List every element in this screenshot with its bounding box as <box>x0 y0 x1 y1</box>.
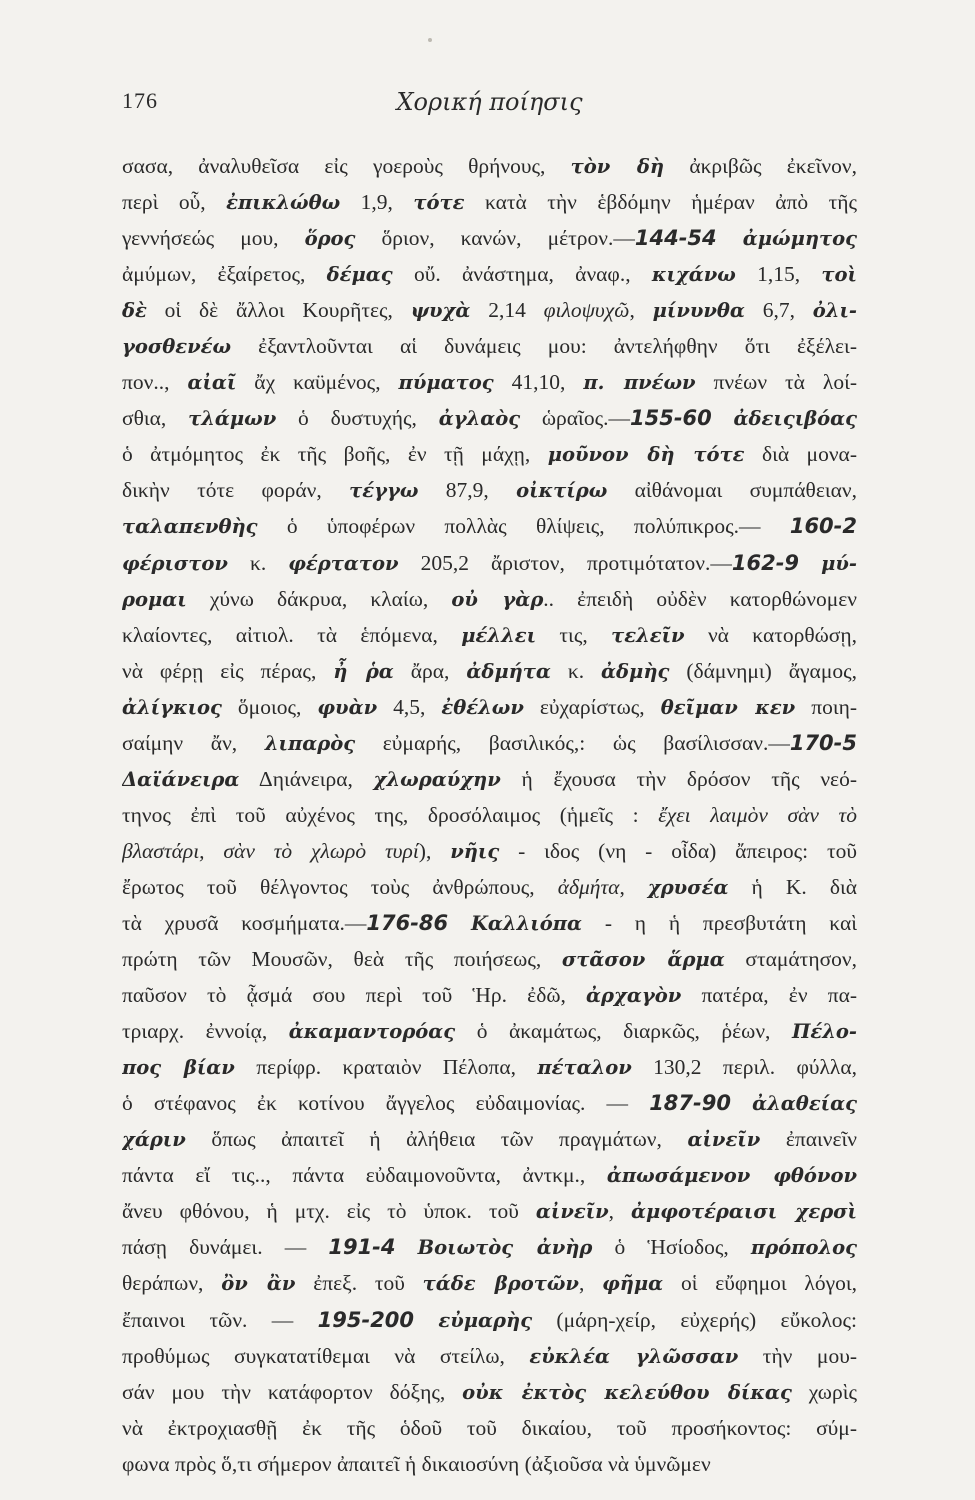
text-run: , <box>578 1271 603 1296</box>
text-line <box>122 1446 857 1482</box>
lemma: ταλαπενθὴς <box>122 515 258 539</box>
text-run: αἰθάνομαι συμπάθειαν, <box>607 478 857 503</box>
lemma: ἀμφοτέραισι χερσὶ <box>631 1200 857 1224</box>
text-line <box>122 220 857 256</box>
lemma: ἐπικλώθω <box>226 191 341 215</box>
text-line <box>122 1265 857 1301</box>
text-run: κλαίοντες, αἰτιολ. τὰ ἑπόμενα, <box>122 622 462 647</box>
text-run <box>414 1308 438 1332</box>
text-run: σασα, ἀναλυθεῖσα εἰς γοεροὺς θρήνους, <box>122 154 571 178</box>
text-run: τὰ χρυσᾶ κοσμήματα.— <box>122 910 367 935</box>
text-run: ὁ Ἡσίοδος, <box>592 1235 751 1260</box>
text-run: ἄνευ φθόνου, ἡ μτχ. εἰς τὸ ὑποκ. τοῦ <box>122 1199 536 1224</box>
verse-range: 176-86 <box>366 910 449 935</box>
lemma: θεῖμαν κεν <box>660 695 796 719</box>
page-header <box>122 88 857 124</box>
text-line <box>122 797 857 833</box>
text-run: νὰ κατορθώσῃ, <box>684 622 857 647</box>
text-run: περὶ οὗ, <box>122 190 227 215</box>
text-run: κατὰ τὴν ἑβδόμην ἡμέραν ἀπὸ τῆς <box>464 190 857 215</box>
lemma: τότε <box>413 191 465 215</box>
text-line <box>122 725 857 761</box>
lemma: πρόπολος <box>750 1236 857 1260</box>
text-run: 41,10, <box>493 370 584 395</box>
lemma: εὐκλέα γλῶσσαν <box>529 1344 739 1368</box>
lemma: τοὶ <box>821 263 857 287</box>
text-line <box>122 184 857 220</box>
text-run: οἱ εὔφημοι λόγοι, <box>663 1271 857 1296</box>
text-line <box>122 941 857 977</box>
text-run: ἐπαινεῖν <box>760 1127 857 1152</box>
text-run: νὰ φέρῃ εἰς πέρας, <box>122 658 334 683</box>
text-run: , <box>608 1199 632 1224</box>
text-run: πάντα εἴ τις.., πάντα εὐδαιμονοῦντα, ἀντκμ., <box>122 1163 607 1188</box>
text-run: 130,2 περιλ. φύλλα, <box>631 1055 857 1080</box>
lemma: ἀλίγκιος <box>122 695 222 719</box>
text-run: θεράπων, <box>122 1271 222 1296</box>
text-run: ὁ ἀκαμάτως, διαρκῶς, ῥέων, <box>455 1019 792 1044</box>
lemma: οὐκ ἐκτὸς κελεύθου δίκας <box>462 1380 792 1404</box>
lemma: ρομαι <box>122 587 187 611</box>
lemma: αἰαῖ <box>187 371 237 395</box>
text-run: ὡραῖος.— <box>520 406 630 431</box>
text-run: πνέων τὰ λοί- <box>695 370 857 395</box>
text-run: ἀμύμων, ἐξαίρετος, <box>122 262 327 287</box>
text-run: σαίμην ἄν, <box>122 730 265 755</box>
verse-range: 195-200 <box>317 1307 415 1332</box>
text-run: τις, <box>536 622 612 647</box>
page-number: 176 <box>122 88 158 113</box>
text-run: περίφρ. κραταιὸν Πέλοπα, <box>234 1055 538 1080</box>
lemma: τάδε βροτῶν <box>422 1272 579 1296</box>
text-line <box>122 1302 857 1338</box>
lemma: ἀπωσάμενον φθόνον <box>606 1164 857 1188</box>
text-line <box>122 364 857 400</box>
lemma: Καλλιόπα <box>470 911 582 935</box>
text-line <box>122 581 857 617</box>
lemma: ἀγλαὸς <box>438 407 521 431</box>
verse-range: 162-9 <box>731 550 800 575</box>
text-line <box>122 436 857 472</box>
text-line <box>122 472 857 508</box>
text-run: δικὴν τότε φοράν, <box>122 478 350 503</box>
text-run: ὅριον, κανών, μέτρον.— <box>355 226 635 251</box>
text-run <box>717 226 743 250</box>
text-run: ὁ δυστυχής, <box>276 406 439 431</box>
text-line <box>122 869 857 905</box>
lemma: πέταλον <box>537 1056 632 1080</box>
text-run <box>731 1091 752 1115</box>
text-run: προθύμως συγκατατίθεμαι νὰ στείλω, <box>122 1343 530 1368</box>
lemma: ἀδμὴς <box>601 659 670 683</box>
text-run <box>396 1235 418 1259</box>
text-line <box>122 1338 857 1374</box>
lemma: Δαϊάνειρα <box>122 767 240 791</box>
text-run: χωρὶς <box>791 1379 857 1404</box>
lemma: ἀλαθείας <box>752 1092 857 1116</box>
text-line <box>122 1229 857 1265</box>
text-run: τριαρχ. ἐννοίᾳ, <box>122 1019 289 1044</box>
text-run: τὴν μου- <box>738 1343 857 1368</box>
text-run: ἀκριβῶς ἐκεῖνον, <box>664 154 857 178</box>
text-run: φωνα πρὸς ὅ,τι σήμερον ἀπαιτεῖ ἡ δικαιοσύνη (ἀξιοῦσα νὰ ὑμνῶμεν <box>122 1451 711 1476</box>
lemma: αἰνεῖν <box>535 1200 609 1224</box>
text-line <box>122 545 857 581</box>
text-run: ἔρωτος τοῦ θέλγοντος τοὺς ἀνθρώπους, <box>122 874 558 899</box>
lemma: δέμας <box>326 263 393 287</box>
lemma: π. πνέων <box>583 371 696 395</box>
text-run: (μάρη-χείρ, εὐχερής) εὔκολος: <box>532 1307 857 1332</box>
lemma: οἰκτίρω <box>516 479 608 503</box>
text-run: πρώτη τῶν Μουσῶν, θεὰ τῆς ποιήσεως, <box>122 947 562 972</box>
lemma: ἀκαμαντορόας <box>288 1020 456 1044</box>
lemma: κιχάνω <box>651 263 736 287</box>
lemma: χρυσέα <box>647 875 729 899</box>
lemma: ἀδειςιβόας <box>733 407 857 431</box>
lemma: φέριστον <box>122 551 228 575</box>
text-run: οὔ. ἀνάστημα, ἀναφ., <box>392 262 652 287</box>
text-run: πον.., <box>122 370 188 395</box>
text-run: πάσῃ δυνάμει. — <box>122 1235 329 1260</box>
text-run: 6,7, <box>744 298 813 323</box>
lemma: ἀμώμητος <box>742 227 857 251</box>
text-line <box>122 256 857 292</box>
lemma: μοῦνον δὴ τότε <box>547 443 745 467</box>
commentary-text <box>122 148 857 1482</box>
text-run: κ. <box>550 658 602 683</box>
italic-text: βλαστάρι, σὰν τὸ χλωρὸ τυρί <box>122 838 419 863</box>
verse-range: 155-60 <box>629 406 712 431</box>
text-run: σταμάτησον, <box>724 947 857 972</box>
text-line <box>122 1157 857 1193</box>
lemma: τέγγω <box>349 479 419 503</box>
text-run: ὁ ὑποφέρων πολλὰς θλίψεις, πολύπικρος.— <box>257 514 790 539</box>
text-run: κ. <box>227 550 289 575</box>
text-run: 87,9, <box>418 478 517 503</box>
lemma: ἦ ῥα <box>333 659 394 683</box>
text-run: ἄχ καϋμένος, <box>236 370 399 395</box>
text-run: νὰ ἐκτροχιασθῇ ἐκ τῆς ὁδοῦ τοῦ δικαίου, τοῦ προσήκοντος: σύμ- <box>122 1415 857 1440</box>
text-line <box>122 689 857 725</box>
lemma: φυὰν <box>317 695 378 719</box>
lemma: τλάμων <box>188 407 277 431</box>
lemma: λιπαρὸς <box>264 731 356 755</box>
lemma: οὐ γὰρ <box>451 587 544 611</box>
text-run: τηνος ἐπὶ τοῦ αὐχένος της, δροσόλαιμος (ἡμεῖς : <box>122 802 659 827</box>
text-line <box>122 1121 857 1157</box>
text-run: ἐπεξ. τοῦ <box>295 1271 423 1296</box>
lemma: φέρτατον <box>288 551 399 575</box>
lemma: μίνυνθα <box>652 299 745 323</box>
text-run: ἡ Κ. διὰ <box>728 874 857 899</box>
text-run: ἡ ἔχουσα τὴν δρόσον τῆς νεό- <box>500 766 857 791</box>
text-run: ὁ ἀτμόμητος ἐκ τῆς βοῆς, ἐν τῇ μάχῃ, <box>122 442 548 467</box>
italic-text: ἀδμήτα <box>557 874 620 899</box>
text-line <box>122 148 857 184</box>
lemma: γοσθενέω <box>122 335 232 359</box>
text-line <box>122 905 857 941</box>
lemma: ψυχὰ <box>410 299 471 323</box>
lemma: μύ- <box>821 551 857 575</box>
text-line <box>122 1049 857 1085</box>
lemma: πος βίαν <box>122 1056 235 1080</box>
text-run: - ιδος (νη - οἶδα) ἄπειρος: τοῦ <box>499 838 857 863</box>
text-run: σάν μου τὴν κατάφορτον δόξης, <box>122 1379 463 1404</box>
text-line <box>122 1193 857 1229</box>
lemma: νῆις <box>450 839 500 863</box>
lemma: αἰνεῖν <box>687 1128 761 1152</box>
lemma: χάριν <box>122 1128 186 1152</box>
text-line <box>122 400 857 436</box>
text-run: , <box>619 874 648 899</box>
text-line <box>122 292 857 328</box>
lemma: στᾶσον ἅρμα <box>561 948 725 972</box>
verse-range: 170-5 <box>789 730 857 755</box>
text-run: ἄρα, <box>393 658 467 683</box>
text-run: χύνω δάκρυα, κλαίω, <box>186 586 452 611</box>
text-run: ποιη- <box>795 694 857 719</box>
lemma: ὀλι- <box>812 299 857 323</box>
text-line <box>122 761 857 797</box>
text-run: - η ἡ πρεσβυτάτη καὶ <box>582 910 857 935</box>
verse-range: 191-4 <box>328 1235 396 1260</box>
text-run: ἐξαντλοῦνται αἱ δυνάμεις μου: ἀντελήφθην ὅτι ἐξέλει- <box>231 334 857 359</box>
italic-text: φιλοψυχῶ <box>543 298 630 323</box>
text-line <box>122 617 857 653</box>
lemma: Πέλο- <box>791 1020 857 1044</box>
paper-speck <box>428 38 432 42</box>
text-line <box>122 1410 857 1446</box>
running-title: Χορική ποίησις <box>396 88 583 116</box>
lemma: πύματος <box>398 371 494 395</box>
text-run: ἔπαινοι τῶν. — <box>122 1307 318 1332</box>
verse-range: 160-2 <box>789 514 857 539</box>
lemma: δὲ <box>122 299 147 323</box>
lemma: ἐθέλων <box>441 695 524 719</box>
text-run: Δηιάνειρα, <box>239 766 374 791</box>
text-line <box>122 1013 857 1049</box>
lemma: τελεῖν <box>611 623 685 647</box>
text-line <box>122 1374 857 1410</box>
text-run: διὰ μονα- <box>744 442 857 467</box>
verse-range: 187-90 <box>649 1091 731 1116</box>
italic-text: ἔχει λαιμὸν σὰν τὸ <box>658 802 857 827</box>
verse-range: 144-54 <box>634 226 717 251</box>
text-line <box>122 1085 857 1121</box>
text-run: , <box>629 298 653 323</box>
text-run: 205,2 ἄριστον, προτιμότατον.— <box>398 550 732 575</box>
text-run: ὅμοιος, <box>221 694 318 719</box>
lemma: Βοιωτὸς ἀνὴρ <box>417 1236 593 1260</box>
text-run: εὐχαρίστως, <box>523 694 661 719</box>
text-run <box>799 551 821 575</box>
text-run: γεννήσεώς μου, <box>122 226 305 251</box>
text-run: 1,15, <box>735 262 822 287</box>
text-run: .. ἐπειδὴ οὐδὲν κατορθώνομεν <box>543 586 857 611</box>
text-run: 2,14 <box>470 298 544 323</box>
text-run: οἱ δὲ ἄλλοι Κουρῆτες, <box>146 298 411 323</box>
text-run: (δάμνημι) ἄγαμος, <box>669 658 857 683</box>
lemma: χλωραύχην <box>373 767 501 791</box>
text-run: ), <box>418 838 451 863</box>
text-run: σθια, <box>122 406 189 431</box>
lemma: τὸν δὴ <box>570 155 665 178</box>
lemma: ὅρος <box>304 227 356 251</box>
text-run: παῦσον τὸ ᾆσμά σου περὶ τοῦ Ἡρ. ἐδῶ, <box>122 983 587 1008</box>
lemma: ἀδμήτα <box>466 659 551 683</box>
lemma: ἀρχαγὸν <box>586 984 682 1008</box>
lemma: φῆμα <box>602 1272 664 1296</box>
text-line <box>122 833 857 869</box>
text-line <box>122 653 857 689</box>
text-run: πατέρα, ἐν πα- <box>681 983 857 1008</box>
text-run: 4,5, <box>377 694 442 719</box>
text-run <box>448 911 471 935</box>
text-line <box>122 508 857 544</box>
text-run: εὐμαρής, βασιλικός,: ὡς βασίλισσαν.— <box>355 730 790 755</box>
lemma: μέλλει <box>461 623 537 647</box>
lemma: εὐμαρὴς <box>438 1308 533 1332</box>
text-run <box>712 406 734 430</box>
text-run: ὁ στέφανος ἐκ κοτίνου ἄγγελος εὐδαιμονίας. — <box>122 1091 650 1116</box>
text-run: ὅπως ἀπαιτεῖ ἡ ἀλήθεια τῶν πραγμάτων, <box>185 1127 688 1152</box>
text-line <box>122 977 857 1013</box>
lemma: ὂν ἂν <box>221 1272 296 1296</box>
text-run: 1,9, <box>340 190 414 215</box>
text-line <box>122 328 857 364</box>
